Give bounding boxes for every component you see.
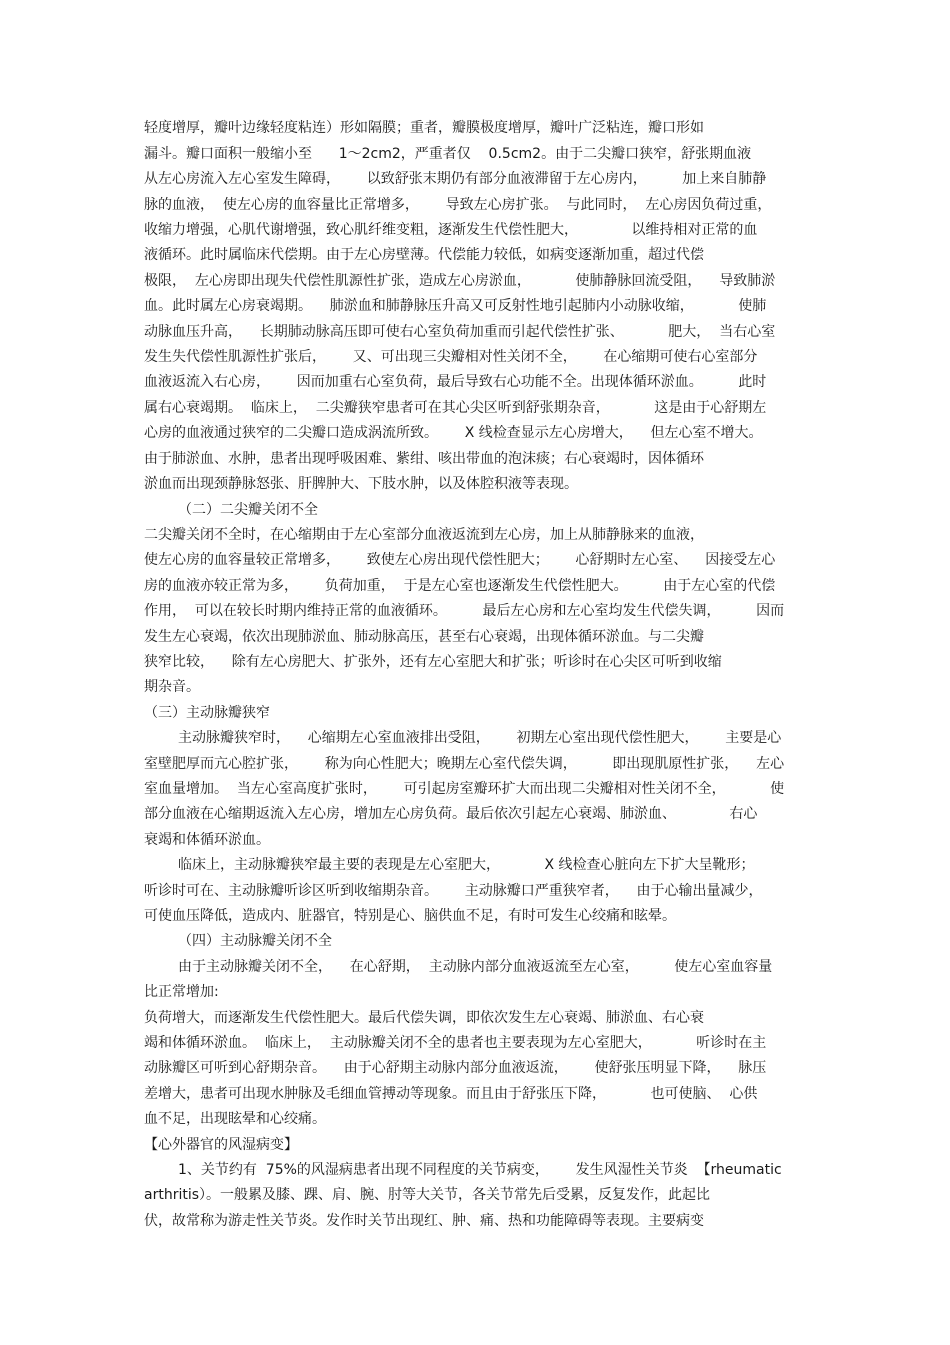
text-line: 极限， 左心房即出现失代偿性肌源性扩张，造成左心房淤血， 使肺静脉回流受阻， 导致肺淤 xyxy=(144,273,776,289)
text-line: 液循环。此时属临床代偿期。由于左心房壁薄。代偿能力较低，如病变逐渐加重，超过代偿 xyxy=(144,247,704,263)
text-line: 伏，故常称为游走性关节炎。发作时关节出现红、肿、痛、热和功能障碍等表现。主要病变 xyxy=(144,1213,704,1229)
text-line: 负荷增大，而逐渐发生代偿性肥大。最后代偿失调，即依次发生左心衰竭、肺淤血、右心衰 xyxy=(144,1010,704,1026)
text-line: 脉的血液， 使左心房的血容量比正常增多， 导致左心房扩张。 与此同时， 左心房因负荷过重， xyxy=(144,197,772,213)
text-line: 狭窄比较， 除有左心房肥大、扩张外，还有左心室肥大和扩张；听诊时在心尖区可听到收缩 xyxy=(144,654,722,670)
text-line: 淤血而出现颈静脉怒张、肝脾肿大、下肢水肿，以及体腔积液等表现。 xyxy=(144,476,578,492)
text-line: 漏斗。瓣口面积一般缩小至 1～2cm2，严重者仅 0.5cm2。由于二尖瓣口狭窄，舒张期血液 xyxy=(144,146,752,162)
text-line: （二）二尖瓣关闭不全 xyxy=(178,502,318,518)
text-line: arthritis）。一般累及膝、踝、肩、腕、肘等大关节，各关节常先后受累，反复发作，此起比 xyxy=(144,1187,711,1203)
text-line: 动脉瓣区可听到心舒期杂音。 由于心舒期主动脉内部分血液返流， 使舒张压明显下降， 脉压 xyxy=(144,1060,767,1076)
text-line: 差增大，患者可出现水肿脉及毛细血管搏动等现象。而且由于舒张压下降， 也可使脑、 心供 xyxy=(144,1086,758,1102)
text-line: 收缩力增强，心肌代谢增强，致心肌纤维变粗，逐渐发生代偿性肥大， 以维持相对正常的血 xyxy=(144,222,758,238)
text-line: 使左心房的血容量较正常增多， 致使左心房出现代偿性肥大； 心舒期时左心室、 因接受左心 xyxy=(144,552,776,568)
text-line: （四）主动脉瓣关闭不全 xyxy=(178,933,332,949)
text-line: 血液返流入右心房， 因而加重右心室负荷，最后导致右心功能不全。出现体循环淤血。 此时 xyxy=(144,374,767,390)
text-line: 轻度增厚，瓣叶边缘轻度粘连）形如隔膜；重者，瓣膜极度增厚，瓣叶广泛粘连，瓣口形如 xyxy=(144,120,704,136)
text-line: 房的血液亦较正常为多， 负荷加重， 于是左心室也逐渐发生代偿性肥大。 由于左心室的代偿 xyxy=(144,578,776,594)
text-line: 动脉血压升高， 长期肺动脉高压即可使右心室负荷加重而引起代偿性扩张、 肥大， 当右心室 xyxy=(144,324,776,340)
text-line: 可使血压降低，造成内、脏器官，特别是心、脑供血不足，有时可发生心绞痛和眩晕。 xyxy=(144,908,676,924)
text-line: 竭和体循环淤血。 临床上， 主动脉瓣关闭不全的患者也主要表现为左心室肥大， 听诊时在主 xyxy=(144,1035,767,1051)
text-line: 主动脉瓣狭窄时， 心缩期左心室血液排出受阻， 初期左心室出现代偿性肥大， 主要是心 xyxy=(178,730,782,746)
text-line: 室血量增加。 当左心室高度扩张时， 可引起房室瓣环扩大而出现二尖瓣相对性关闭不全， 使 xyxy=(144,781,785,797)
text-line: 期杂音。 xyxy=(144,679,200,695)
text-line: 1、关节约有 75%的风湿病患者出现不同程度的关节病变， 发生风湿性关节炎 【rheumatic xyxy=(178,1162,782,1178)
text-line: 二尖瓣关闭不全时，在心缩期由于左心室部分血液返流到左心房，加上从肺静脉来的血液， xyxy=(144,527,704,543)
text-line: 发生失代偿性肌源性扩张后， 又、可出现三尖瓣相对性关闭不全， 在心缩期可使右心室部分 xyxy=(144,349,758,365)
text-line: （三）主动脉瓣狭窄 xyxy=(144,705,270,721)
text-line: 由于肺淤血、水肿，患者出现呼吸困难、紫绀、咳出带血的泡沫痰；右心衰竭时，因体循环 xyxy=(144,451,704,467)
text-line: 比正常增加: xyxy=(144,984,219,1000)
text-line: 室壁肥厚而亢心腔扩张， 称为向心性肥大；晚期左心室代偿失调， 即出现肌原性扩张， 左心 xyxy=(144,756,785,772)
text-line: 血。此时属左心房衰竭期。 肺淤血和肺静脉压升高又可反射性地引起肺内小动脉收缩， 使肺 xyxy=(144,298,767,314)
text-line: 属右心衰竭期。 临床上， 二尖瓣狭窄患者可在其心尖区听到舒张期杂音， 这是由于心舒期左 xyxy=(144,400,767,416)
text-line: 部分血液在心缩期返流入左心房，增加左心房负荷。最后依次引起左心衰竭、肺淤血、 右心 xyxy=(144,806,758,822)
text-line: 从左心房流入左心室发生障碍， 以致舒张末期仍有部分血液滞留于左心房内， 加上来自肺静 xyxy=(144,171,767,187)
text-line: 临床上，主动脉瓣狭窄最主要的表现是左心室肥大， X 线检查心脏向左下扩大呈靴形； xyxy=(178,857,755,873)
text-line: 衰竭和体循环淤血。 xyxy=(144,832,270,848)
text-line: 【心外器官的风湿病变】 xyxy=(144,1137,298,1153)
text-line: 听诊时可在、主动脉瓣听诊区听到收缩期杂音。 主动脉瓣口严重狭窄者， 由于心输出量减少， xyxy=(144,883,763,899)
text-line: 由于主动脉瓣关闭不全， 在心舒期， 主动脉内部分血液返流至左心室， 使左心室血容量 xyxy=(178,959,773,975)
text-line: 发生左心衰竭，依次出现肺淤血、肺动脉高压，甚至右心衰竭，出现体循环淤血。与二尖瓣 xyxy=(144,629,704,645)
text-line: 血不足，出现眩晕和心绞痛。 xyxy=(144,1111,326,1127)
text-line: 作用， 可以在较长时期内维持正常的血液循环。 最后左心房和左心室均发生代偿失调， 因而 xyxy=(144,603,785,619)
text-line: 心房的血液通过狭窄的二尖瓣口造成涡流所致。 X 线检查显示左心房增大， 但左心室不增大。 xyxy=(144,425,763,441)
